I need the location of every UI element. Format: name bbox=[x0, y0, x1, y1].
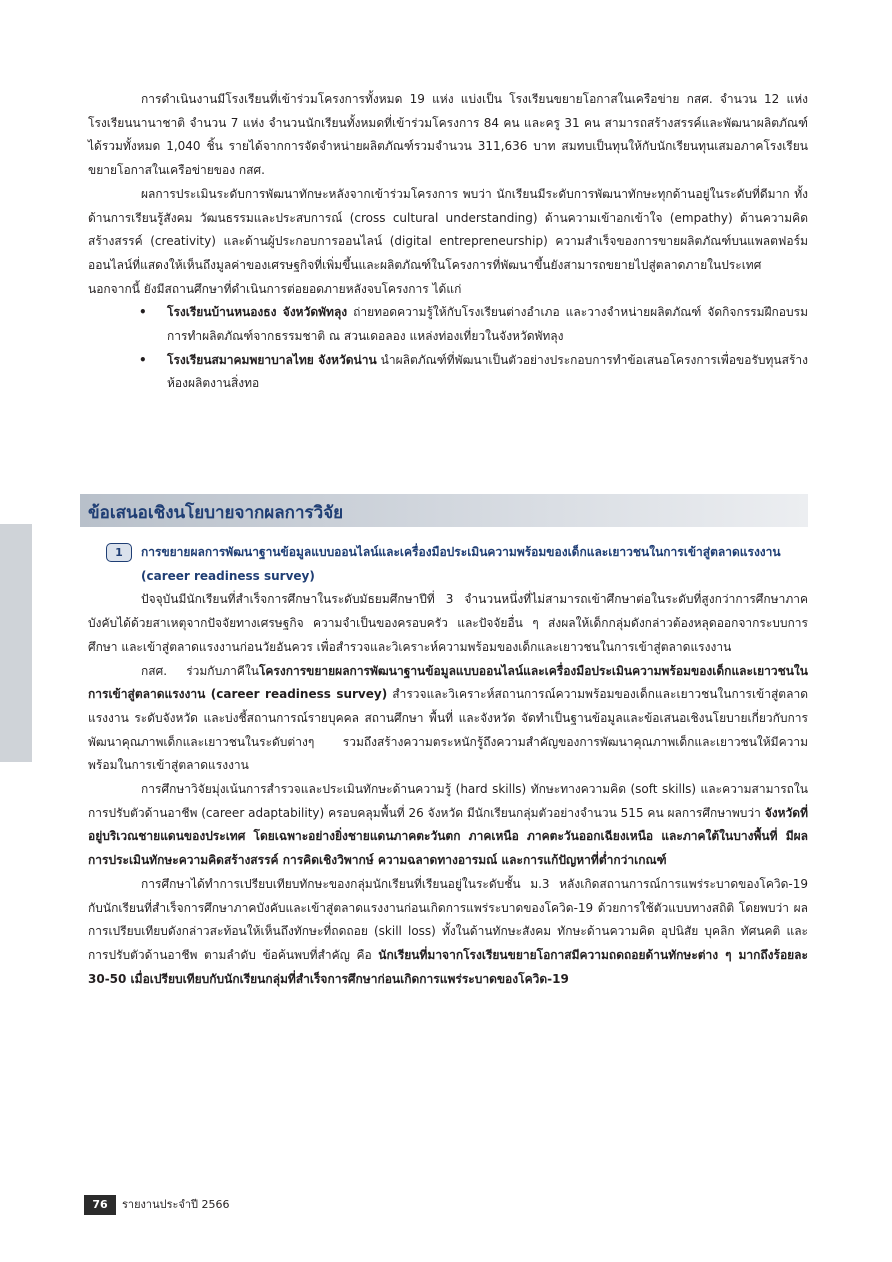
section-body bbox=[88, 541, 808, 991]
side-tab-decoration bbox=[0, 524, 32, 762]
section-header-bar bbox=[80, 494, 808, 527]
item-heading bbox=[88, 541, 808, 588]
item-title: การขยายผลการพัฒนาฐานข้อมูลแบบออนไลน์และเครื่องมือประเมินความพร้อมของเด็กและเยาวชนในการเข้าสู่ตลาดแรงงาน (career readiness survey) bbox=[141, 545, 781, 583]
page-number: 76 bbox=[84, 1195, 116, 1215]
section-paragraph-4 bbox=[88, 873, 808, 992]
key-finding: นักเรียนที่มาจากโรงเรียนขยายโอกาสมีความถดถอยด้านทักษะต่าง ๆ มากถึงร้อยละ 30-50 เมื่อเปรียบเทียบกับนักเรียนกลุ่มที่สำเร็จการศึกษาก่อนเกิดการแพร่ระบาดของโควิด-19 bbox=[88, 947, 808, 986]
section-title: ข้อเสนอเชิงนโยบายจากผลการวิจัย bbox=[88, 503, 344, 523]
bullet-icon: • bbox=[139, 352, 147, 367]
paragraph-text: กสศ. ร่วมกับภาคีใน bbox=[141, 663, 259, 678]
paragraph-text: สำรวจและวิเคราะห์สถานการณ์ความพร้อมของเด็กและเยาวชนในการเข้าสู่ตลาดแรงงาน ระดับจังหวัด และบ่งชี้สถานการณ์รายบุคคล สถานศึกษา พื้นที่ และจังหวัด จัดทำเป็นฐานข้อมูลและข้อเสนอเชิงนโยบายเกี่ยวกับการพัฒนาคุณภาพเด็กและเยาวชนในระดับต่างๆ รวมถึงสร้างความตระหนักรู้ถึงความสำคัญของการพัฒนาคุณภาพเด็กและเยาวชนให้มีความพร้อมในการเข้าสู่ตลาดแรงงาน bbox=[88, 687, 808, 773]
intro-paragraph-1: การดำเนินงานมีโรงเรียนที่เข้าร่วมโครงการทั้งหมด 19 แห่ง แบ่งเป็น โรงเรียนขยายโอกาสในเครือข่าย กสศ. จำนวน 12 แห่ง โรงเรียนนานาชาติ จำนวน 7 แห่ง จำนวนนักเรียนทั้งหมดที่เข้าร่วมโครงการ 84 คน และครู 31 คน สามารถสร้างสรรค์และพัฒนาผลิตภัณฑ์ได้รวมทั้งหมด 1,040 ชิ้น รายได้จากการจัดจำหน่ายผลิตภัณฑ์รวมจำนวน 311,636 บาท สมทบเป็นทุนให้กับนักเรียนทุนเสมอภาคโรงเรียนขยายโอกาสในเครือข่ายของ กสศ. bbox=[88, 92, 808, 178]
intro-block bbox=[88, 88, 808, 396]
paragraph-text: การศึกษาวิจัยมุ่งเน้นการสำรวจและประเมินทักษะด้านความรู้ (hard skills) ทักษะทางความคิด (soft skills) และความสามารถในการปรับตัวด้านอาชีพ (career adaptability) ครอบคลุมพื้นที่ 26 จังหวัด มีนักเรียนกลุ่มตัวอย่างจำนวน 515 คน ผลการศึกษาพบว่า bbox=[88, 782, 808, 820]
key-finding: จังหวัดที่อยู่บริเวณชายแดนของประเทศ โดยเฉพาะอย่างยิ่งชายแดนภาคตะวันตก ภาคเหนือ ภาคตะวันออกเฉียงเหนือ และภาคใต้ในบางพื้นที่ มีผลการประเมินทักษะความคิดสร้างสรรค์ การคิดเชิงวิพากษ์ ความฉลาดทางอารมณ์ และการแก้ปัญหาที่ต่ำกว่าเกณฑ์ bbox=[88, 805, 808, 868]
list-item bbox=[139, 349, 808, 396]
school-name: โรงเรียนสมาคมพยาบาลไทย จังหวัดน่าน bbox=[167, 352, 377, 367]
item-number-badge: 1 bbox=[106, 543, 132, 562]
paragraph-text: การศึกษาได้ทำการเปรียบเทียบทักษะของกลุ่มนักเรียนที่เรียนอยู่ในระดับชั้น ม.3 หลังเกิดสถานการณ์การแพร่ระบาดของโควิด-19 กับนักเรียนที่สำเร็จการศึกษาภาคบังคับและเข้าสู่ตลาดแรงงานก่อนเกิดการแพร่ระบาดของโควิด-19 ด้วยการใช้ตัวแบบทางสถิติ โดยพบว่า ผลการเปรียบเทียบดังกล่าวสะท้อนให้เห็นถึงทักษะที่ถดถอย (skill loss) ทั้งในด้านทักษะสังคม ทักษะด้านความคิด อุปนิสัย บุคลิก ทัศนคติ และการปรับตัวด้านอาชีพ ตามลำดับ ข้อค้นพบที่สำคัญ คือ bbox=[88, 876, 808, 962]
section-paragraph-3 bbox=[88, 778, 808, 873]
school-list bbox=[88, 301, 808, 396]
school-name: โรงเรียนบ้านหนองธง จังหวัดพัทลุง bbox=[167, 305, 348, 320]
school-description: ถ่ายทอดความรู้ให้กับโรงเรียนต่างอำเภอ และวางจำหน่ายผลิตภัณฑ์ จัดกิจกรรมฝึกอบรมการทำผลิตภัณฑ์จากธรรมชาติ ณ สวนเดอลอง แหล่งท่องเที่ยวในจังหวัดพัทลุง bbox=[167, 305, 808, 344]
list-item bbox=[139, 301, 808, 348]
school-description: นำผลิตภัณฑ์ที่พัฒนาเป็นตัวอย่างประกอบการทำข้อเสนอโครงการเพื่อขอรับทุนสร้างห้องผลิตงานสิ่งทอ bbox=[167, 352, 808, 391]
project-name: โครงการขยายผลการพัฒนาฐานข้อมูลแบบออนไลน์และเครื่องมือประเมินความพร้อมของเด็กและเยาวชนในการเข้าสู่ตลาดแรงงาน (career readiness survey) bbox=[88, 663, 808, 702]
bullet-icon: • bbox=[139, 305, 147, 320]
section-paragraph-2 bbox=[88, 660, 808, 779]
section-paragraph-1: ปัจจุบันมีนักเรียนที่สำเร็จการศึกษาในระดับมัธยมศึกษาปีที่ 3 จำนวนหนึ่งที่ไม่สามารถเข้าศึกษาต่อในระดับที่สูงกว่าการศึกษาภาคบังคับได้ด้วยสาเหตุจากปัจจัยทางเศรษฐกิจ ความจำเป็นของครอบครัว และปัจจัยอื่น ๆ ส่งผลให้เด็กกลุ่มดังกล่าวต้องหลุดออกจากระบบการศึกษา และเข้าสู่ตลาดแรงงานก่อนวัยอันควร เพื่อสำรวจและวิเคราะห์ความพร้อมของเด็กและเยาวชนในการเข้าสู่ตลาดแรงงาน bbox=[88, 592, 808, 654]
intro-paragraph-2: ผลการประเมินระดับการพัฒนาทักษะหลังจากเข้าร่วมโครงการ พบว่า นักเรียนมีระดับการพัฒนาทักษะทุกด้านอยู่ในระดับที่ดีมาก ทั้งด้านการเรียนรู้สังคม วัฒนธรรมและประสบการณ์ (cross cultural understanding) ด้านความเข้าอกเข้าใจ (empathy) ด้านความคิดสร้างสรรค์ (creativity) และด้านผู้ประกอบการออนไลน์ (digital entrepreneurship) ความสำเร็จของการขายผลิตภัณฑ์บนแพลตฟอร์มออนไลน์ที่แสดงให้เห็นถึงมูลค่าของเศรษฐกิจที่เพิ่มขึ้นและผลิตภัณฑ์ในโครงการที่พัฒนาขึ้นยังสามารถขยายไปสู่ตลาดภายในประเทศ นอกจากนี้ ยังมีสถานศึกษาที่ดำเนินการต่อยอดภายหลังจบโครงการ ได้แก่ bbox=[88, 186, 808, 296]
footer-title: รายงานประจำปี 2566 bbox=[122, 1198, 230, 1211]
